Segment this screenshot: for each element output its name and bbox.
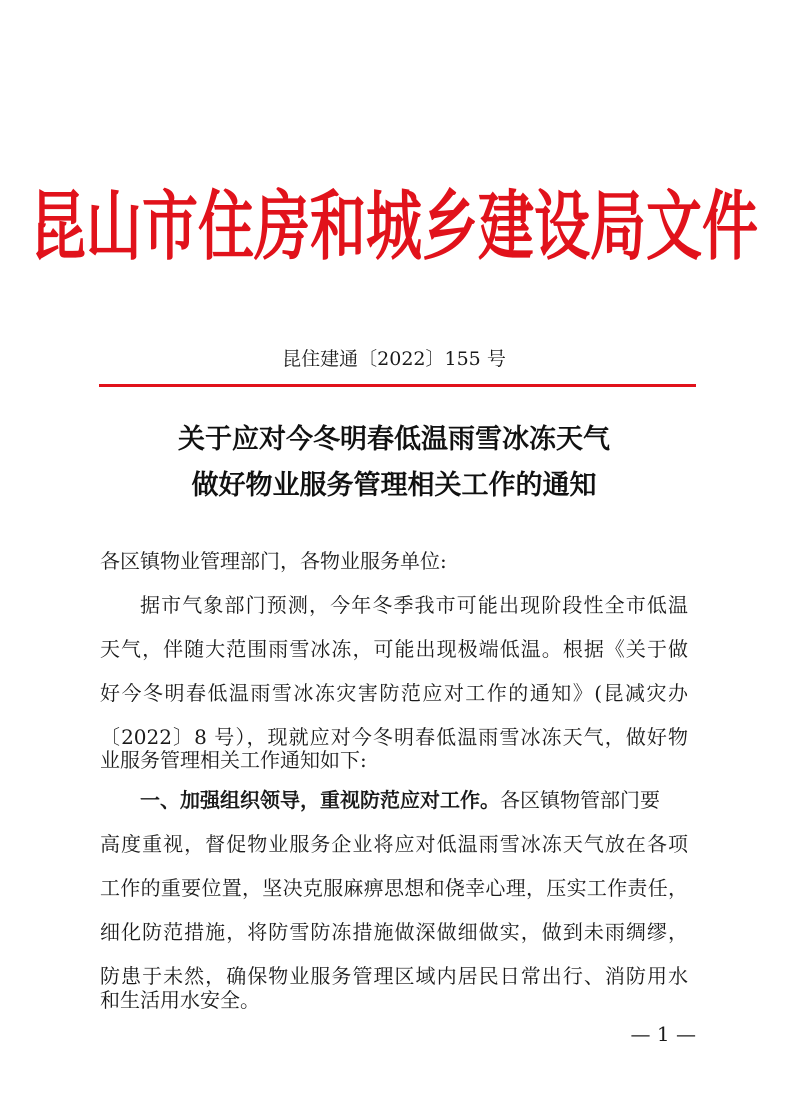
red-divider-line [99,384,696,387]
paragraph-1-line-2: 天气，伴随大范围雨雪冰冻，可能出现极端低温。根据《关于做 [100,637,688,661]
notice-title-line-1: 关于应对今冬明春低温雨雪冰冻天气 [178,424,610,455]
page-number: — 1 — [630,1022,696,1046]
section-1-first-line [100,785,688,815]
section-1-line-2: 高度重视，督促物业服务企业将应对低温雨雪冰冻天气放在各项 [100,832,688,856]
section-1-line-6: 和生活用水安全。 [100,988,260,1012]
section-1-heading: 一、加强组织领导，重视防范应对工作。 [140,788,500,812]
masthead-title: 昆山市住房和城乡建设局文件 [30,183,758,272]
section-1-line-4: 细化防范措施，将防雪防冻措施做深做细做实，做到未雨绸缪， [100,920,688,944]
paragraph-1-line-1: 据市气象部门预测，今年冬季我市可能出现阶段性全市低温 [140,593,688,617]
document-number: 昆住建通〔2022〕155 号 [282,348,506,370]
salutation: 各区镇物业管理部门，各物业服务单位: [100,549,447,573]
notice-title-line-2: 做好物业服务管理相关工作的通知 [191,470,597,501]
section-1-first-line-rest: 各区镇物管部门要 [500,788,660,812]
paragraph-1-line-3: 好今冬明春低温雨雪冰冻灾害防范应对工作的通知》(昆减灾办 [100,681,688,705]
section-1-line-3: 工作的重要位置，坚决克服麻痹思想和侥幸心理，压实工作责任， [100,876,688,900]
paragraph-1-line-4: 〔2022〕8 号），现就应对今冬明春低温雨雪冰冻天气，做好物 [100,725,688,749]
paragraph-1-line-5: 业服务管理相关工作通知如下: [100,748,367,772]
section-1-line-5: 防患于未然，确保物业服务管理区域内居民日常出行、消防用水 [100,964,688,988]
